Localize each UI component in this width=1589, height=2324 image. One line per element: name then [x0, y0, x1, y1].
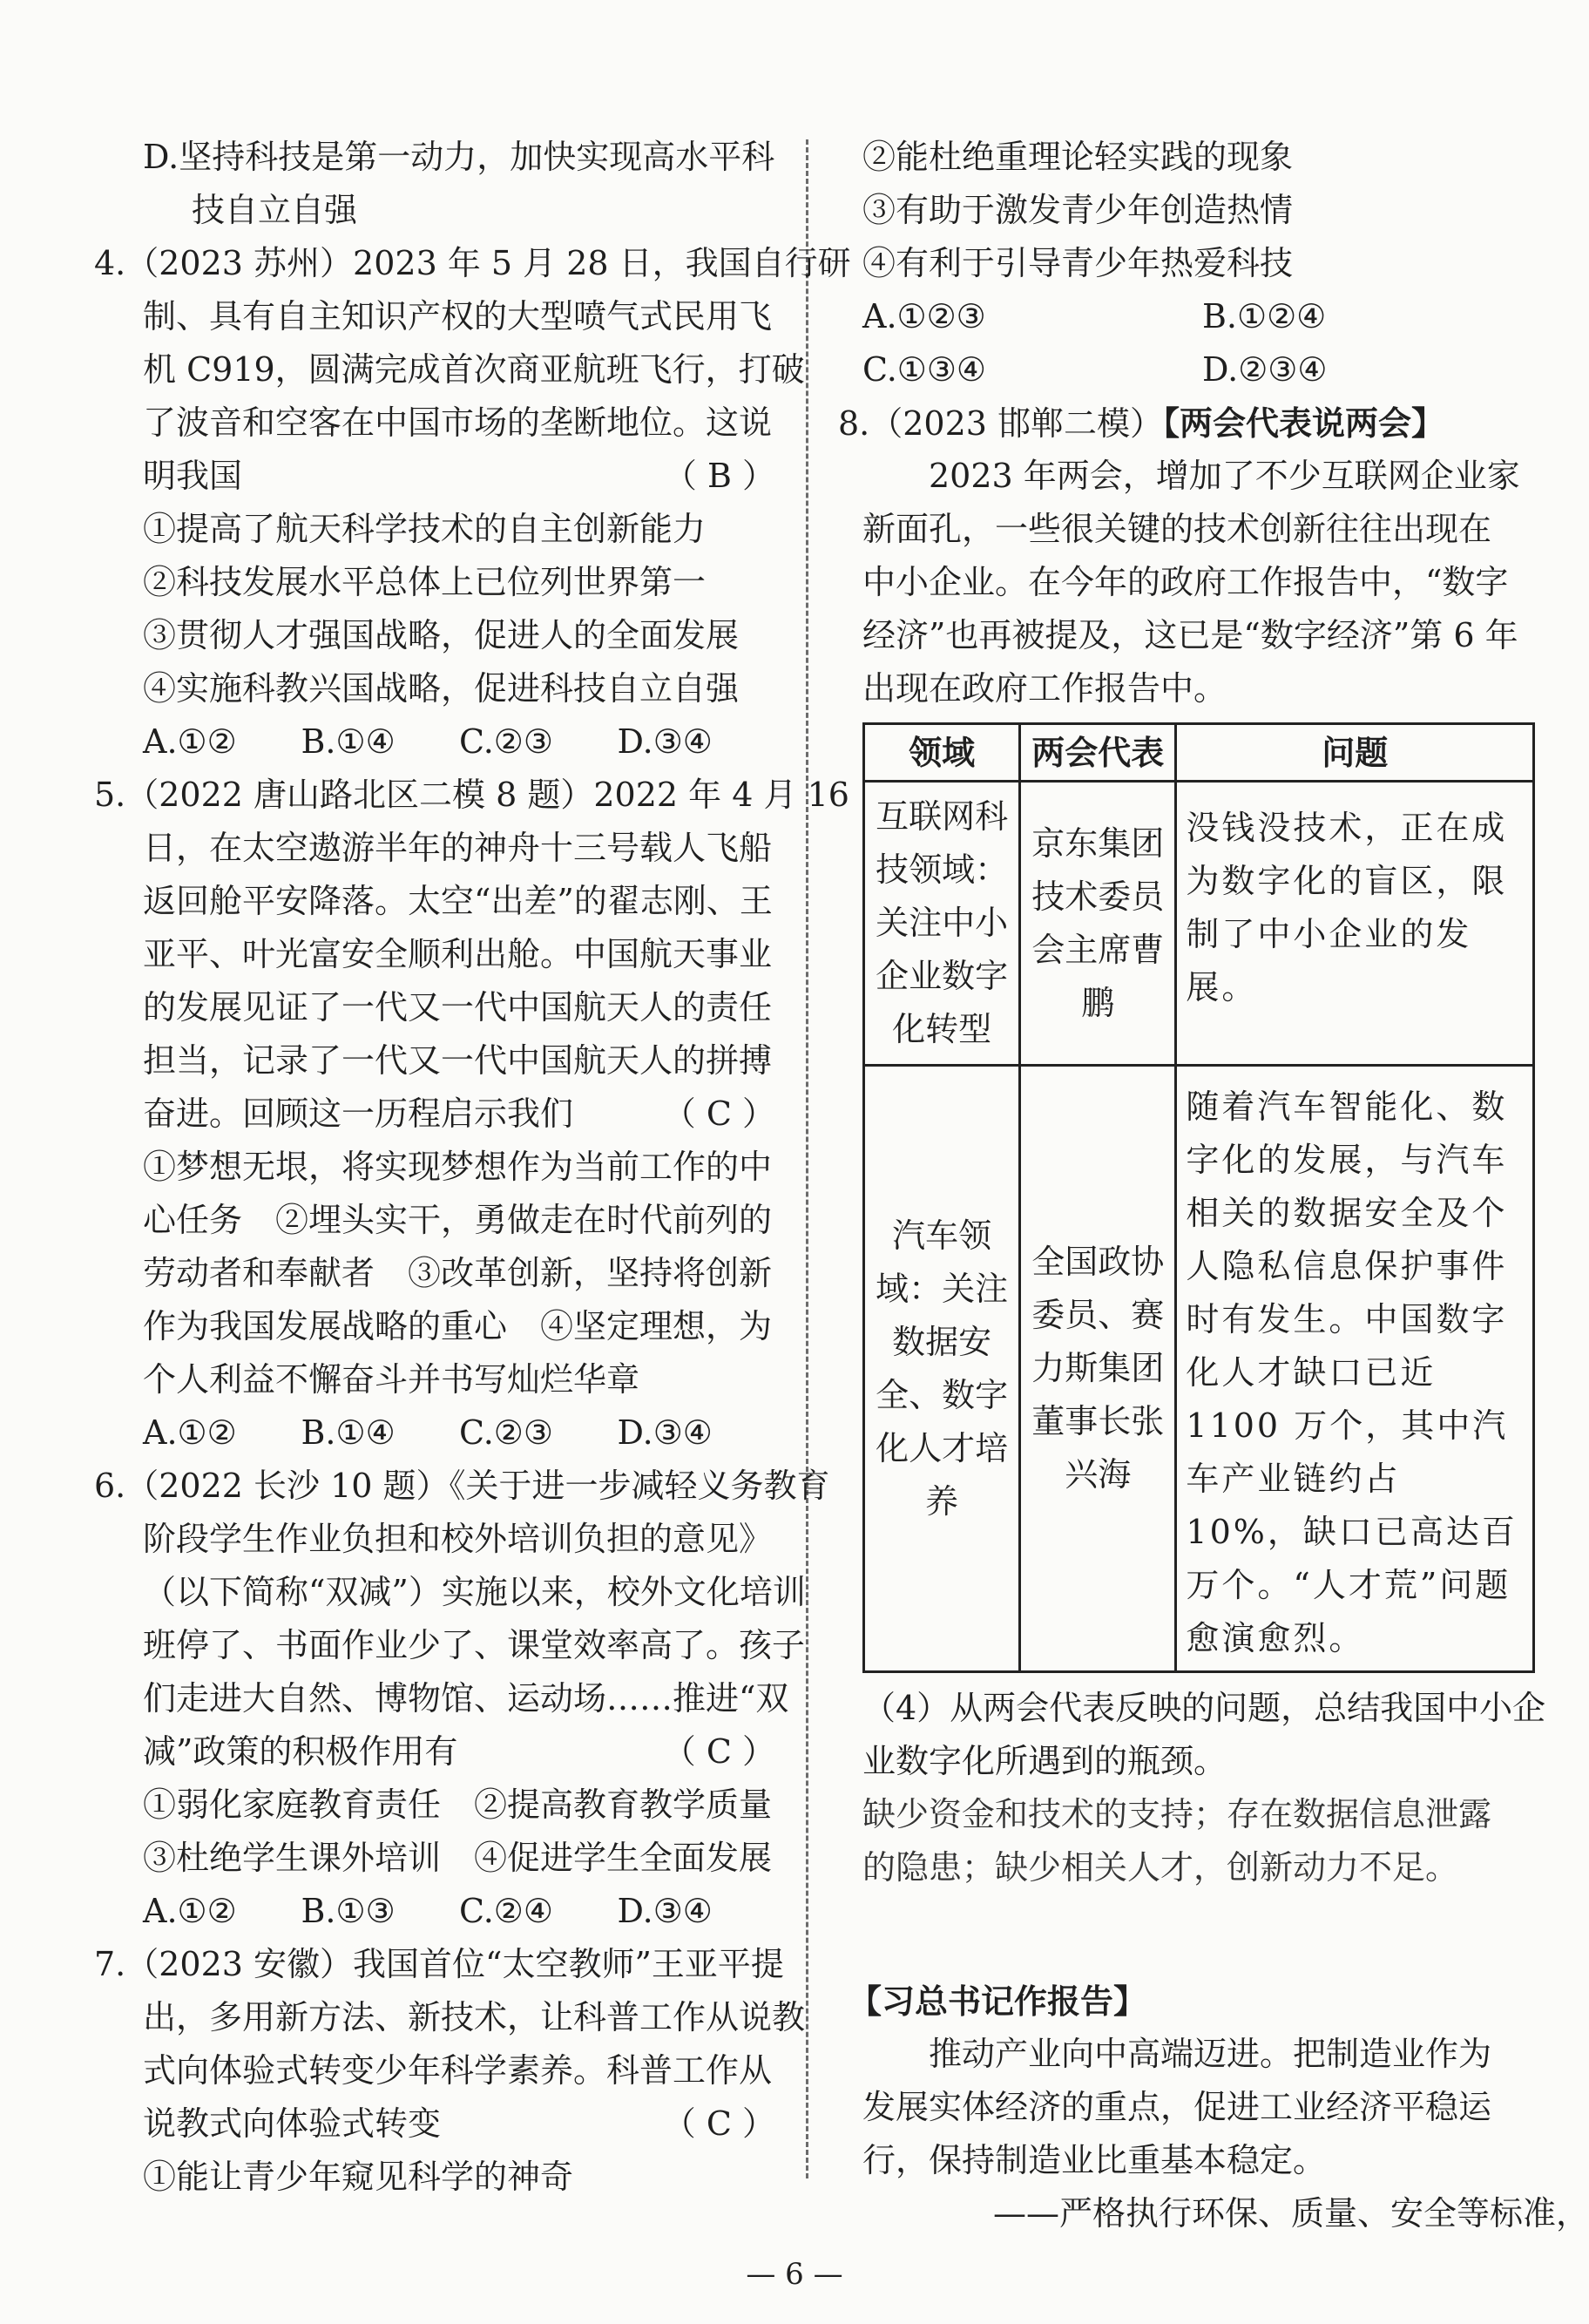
choice: C.②④ [459, 1892, 553, 1930]
text-line: 推动产业向中高端迈进。把制造业作为 [929, 2035, 1492, 2073]
text-line: 新面孔，一些很关键的技术创新往往出现在 [862, 510, 1492, 548]
option-item: ②能杜绝重理论轻实践的现象 [862, 138, 1294, 176]
text-line [94, 2097, 775, 2151]
text-line: 们走进大自然、博物馆、运动场……推进“双 [143, 1679, 789, 1718]
text-line: 担当，记录了一代又一代中国航天人的拼搏 [143, 1041, 773, 1080]
text-line: 班停了、书面作业少了、课堂效率高了。孩子 [143, 1626, 806, 1664]
choice: A.①② [143, 1892, 237, 1930]
option-item: ③有助于激发青少年创造热情 [862, 191, 1294, 229]
text-line: ①梦想无垠，将实现梦想作为当前工作的中 [143, 1148, 773, 1186]
question-5-stem: 5.（2022 唐山路北区二模 8 题）2022 年 4 月 16 [94, 776, 849, 814]
choice: C.②③ [459, 1413, 553, 1452]
representatives-table [862, 722, 1535, 1673]
text-line [94, 450, 775, 503]
spacer [862, 1894, 1542, 1975]
table-header-row [864, 724, 1534, 782]
option-item: ①能让青少年窥见科学的神奇 [143, 2158, 574, 2196]
text-line: 的发展见证了一代又一代中国航天人的责任 [143, 988, 773, 1026]
text-line: 出现在政府工作报告中。 [862, 669, 1227, 708]
text-line: 出，多用新方法、新技术，让科普工作从说教 [143, 1998, 806, 2036]
text: 明我国 [143, 457, 243, 495]
text: 说教式向体验式转变 [143, 2104, 442, 2143]
section-tag: 【习总书记作报告】 [849, 1982, 1147, 2021]
table-row [864, 1066, 1534, 1672]
answer-options [94, 1885, 775, 1938]
choice: D.③④ [617, 1892, 713, 1930]
column-divider [806, 139, 808, 2178]
sub-question: （4）从两会代表反映的问题，总结我国中小企 [862, 1689, 1546, 1727]
answer-options [862, 290, 1542, 343]
choice: B.①③ [301, 1892, 396, 1930]
page-number: — 6 — [746, 2257, 843, 2292]
option-item: ③杜绝学生课外培训 ④促进学生全面发展 [143, 1839, 773, 1877]
text-line: 经济”也再被提及，这已是“数字经济”第 6 年 [862, 616, 1518, 654]
text-line: 技自立自强 [192, 191, 358, 229]
text-line: 心任务 ②埋头实干，勇做走在时代前列的 [143, 1201, 773, 1239]
text-line: 了波音和空客在中国市场的垄断地位。这说 [143, 403, 773, 442]
answer-mark: （ C ） [662, 1732, 775, 1771]
right-column [838, 131, 1589, 2240]
left-column [94, 131, 851, 2204]
choice: D.②③④ [1202, 350, 1328, 389]
option-item: ③贯彻人才强国战略，促进人的全面发展 [143, 616, 740, 654]
text-line: 发展实体经济的重点，促进工业经济平稳运 [862, 2088, 1492, 2126]
answer-options [94, 715, 775, 769]
text-line: 行，保持制造业比重基本稳定。 [862, 2141, 1327, 2179]
text: 减”政策的积极作用有 [143, 1732, 458, 1771]
choice: B.①②④ [1202, 297, 1327, 335]
text-line: 式向体验式转变少年科学素养。科普工作从 [143, 2051, 773, 2090]
choice: D.③④ [617, 1413, 713, 1452]
option-item: ①弱化家庭教育责任 ②提高教育教学质量 [143, 1785, 773, 1824]
option-item: ④有利于引导青少年热爱科技 [862, 244, 1294, 282]
choice: A.①②③ [862, 297, 986, 335]
text-line: 劳动者和奉献者 ③改革创新，坚持将创新 [143, 1254, 773, 1292]
answer-options [862, 343, 1542, 396]
answer-mark: （ C ） [662, 1094, 775, 1133]
text-line: 个人利益不懈奋斗并书写灿烂华章 [143, 1360, 640, 1399]
table-cell-issue: 没钱没技术，正在成为数字化的盲区，限制了中小企业的发展。 [1176, 782, 1534, 1066]
table-cell-field: 互联网科技领域：关注中小企业数字化转型 [864, 782, 1020, 1066]
table-cell-field: 汽车领域：关注数据安全、数字化人才培养 [864, 1066, 1020, 1672]
choice: A.①② [143, 722, 237, 761]
question-8-stem [838, 396, 1542, 450]
choice: B.①④ [301, 1413, 396, 1452]
choice: C.②③ [459, 722, 553, 761]
choice: A.①② [143, 1413, 237, 1452]
text-line: D.坚持科技是第一动力，加快实现高水平科 [143, 138, 775, 176]
table-row [864, 782, 1534, 1066]
question-8-title: 8.（2023 邯郸二模） [838, 404, 1164, 443]
table-header: 领域 [864, 724, 1020, 782]
section-tag: 【两会代表说两会】 [1163, 403, 1445, 443]
text-line: 亚平、叶光富安全顺利出舱。中国航天事业 [143, 935, 773, 973]
choice: B.①④ [301, 722, 396, 761]
text-line: （以下简称“双减”）实施以来，校外文化培训 [143, 1573, 806, 1611]
table-header: 两会代表 [1020, 724, 1176, 782]
question-7-stem: 7.（2023 安徽）我国首位“太空教师”王亚平提 [94, 1945, 784, 1983]
question-4-stem: 4.（2023 苏州）2023 年 5 月 28 日，我国自行研 [94, 244, 851, 282]
question-6-stem: 6.（2022 长沙 10 题）《关于进一步减轻义务教育 [94, 1467, 830, 1505]
answer-text: 缺少资金和技术的支持；存在数据信息泄露 [862, 1795, 1492, 1833]
text: 奋进。回顾这一历程启示我们 [143, 1094, 574, 1133]
answer-mark: （ B ） [663, 457, 775, 495]
text-line: 作为我国发展战略的重心 ④坚定理想，为 [143, 1307, 773, 1345]
text-line: 中小企业。在今年的政府工作报告中，“数字 [862, 563, 1509, 601]
table-cell-rep: 全国政协委员、赛力斯集团董事长张兴海 [1020, 1066, 1176, 1672]
choice: D.③④ [617, 722, 713, 761]
answer-options [94, 1406, 775, 1460]
choice: C.①③④ [862, 350, 986, 389]
sub-question: 业数字化所遇到的瓶颈。 [862, 1742, 1227, 1780]
option-item: ①提高了航天科学技术的自主创新能力 [143, 510, 707, 548]
text-line: 返回舱平安降落。太空“出差”的翟志刚、王 [143, 882, 773, 920]
text-line: 日，在太空遨游半年的神舟十三号载人飞船 [143, 829, 773, 867]
text-line: 阶段学生作业负担和校外培训负担的意见》 [143, 1520, 773, 1558]
text-line: ——严格执行环保、质量、安全等标准， [993, 2194, 1589, 2233]
text-line [94, 1087, 775, 1141]
option-item: ④实施科教兴国战略，促进科技自立自强 [143, 669, 740, 708]
text-line [94, 1725, 775, 1779]
answer-mark: （ C ） [662, 2104, 775, 2143]
table-header: 问题 [1176, 724, 1534, 782]
text-line: 2023 年两会，增加了不少互联网企业家 [929, 457, 1520, 495]
text-line: 机 C919，圆满完成首次商亚航班飞行，打破 [143, 350, 805, 389]
table-cell-issue: 随着汽车智能化、数字化的发展，与汽车相关的数据安全及个人隐私信息保护事件时有发生。中国数字化人才缺口已近 1100 万个，其中汽车产业链约占 10%，缺口已高达百万个。“人才荒”问题愈演愈烈。 [1176, 1066, 1534, 1672]
table-cell-rep: 京东集团技术委员会主席曹鹏 [1020, 782, 1176, 1066]
answer-text: 的隐患；缺少相关人才，创新动力不足。 [862, 1848, 1459, 1887]
option-item: ②科技发展水平总体上已位列世界第一 [143, 563, 707, 601]
text-line: 制、具有自主知识产权的大型喷气式民用飞 [143, 297, 773, 335]
